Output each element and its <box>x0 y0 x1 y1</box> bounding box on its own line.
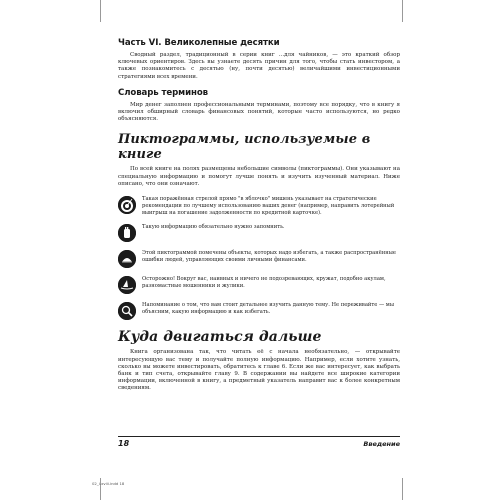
icon-description: Напоминание о том, что вам стоит детальнее изучить данную тему. Не переживайте — мы объясним, какую информацию и как избегать. <box>142 302 394 316</box>
warning-icon <box>118 250 136 268</box>
remember-icon <box>118 224 136 242</box>
footer-divider <box>118 436 400 437</box>
pictograms-heading: Пиктограммы, используемые в книге <box>118 132 371 163</box>
icon-entry <box>118 196 400 216</box>
section-heading: Часть VI. Великолепные десятки <box>118 38 280 48</box>
icon-entry <box>118 250 400 268</box>
crop-mark <box>402 478 403 500</box>
icon-entry <box>118 302 400 320</box>
icon-entry <box>118 224 400 242</box>
page-number: 18 <box>118 439 130 448</box>
target-icon <box>118 196 136 214</box>
section-paragraph: Сводный раздел, традиционный в серии книг ...для чайников, — это краткий обзор ключевых ориентиров. Здесь вы узнаете десять причин для того, чтобы стать инвестором, а также познакомитесь с десятью (ну, почти десятью) величайшими инвестиционными стратегиями всех времени. <box>118 52 400 80</box>
crop-mark <box>100 0 101 22</box>
icon-entry <box>118 276 400 294</box>
next-steps-heading: Куда двигаться дальше <box>118 329 322 346</box>
running-section-title: Введение <box>363 440 400 448</box>
icon-description: Такую информацию обязательно нужно запомнить. <box>142 224 285 231</box>
icon-description: Осторожно! Вокруг вас, наивных и ничего не подозревающих, кружат, подобно акулам, разномастные мошенники и жулики. <box>142 276 386 290</box>
icon-description: Такая поражённая стрелой прямо "в яблочко" мишень указывает на стратегические рекомендации по лучшему использованию ваших денег (например, направить лотерейный выигрыш на погашение задолженности по кредитной карточке). <box>142 196 395 216</box>
shark-icon <box>118 276 136 294</box>
document-page <box>118 38 400 393</box>
glossary-paragraph: Мир денег заполнен профессиональными терминами, поэтому все порядку, что в книгу я включил обширный словарь финансовых понятий, которые часто используются, но редко объясняются. <box>118 101 400 123</box>
magnifier-icon <box>118 302 136 320</box>
glossary-heading: Словарь терминов <box>118 87 209 98</box>
pictograms-intro: По всей книге на полях размещены небольшие символы (пиктограммы). Они указывают на специальную информацию и помогут лучше понять и изучить изученный материал. Ниже описано, что они означают. <box>118 166 400 187</box>
slug-line: 02_i-xviii.indd 18 <box>92 481 125 486</box>
crop-mark <box>402 0 403 22</box>
icon-description: Этой пиктограммой помечены объекты, которых надо избегать, а также распространённые ошибки людей, управляющих своими личными финансами. <box>142 250 396 264</box>
next-steps-paragraph: Книга организована так, что читать её с начала необязательно, — открывайте интересующую вас тему и получайте полную информацию. Например, если хотите узнать, сколько вы можете инвестировать, обратитесь к главе 6. Если же вас интересует, как выбрать банк и тип счета, открывайте главу 9. В содержании вы найдете все широкие категории информации, включенной в книгу, а предметный указатель направит вас к более конкретным сведениям. <box>118 349 400 392</box>
